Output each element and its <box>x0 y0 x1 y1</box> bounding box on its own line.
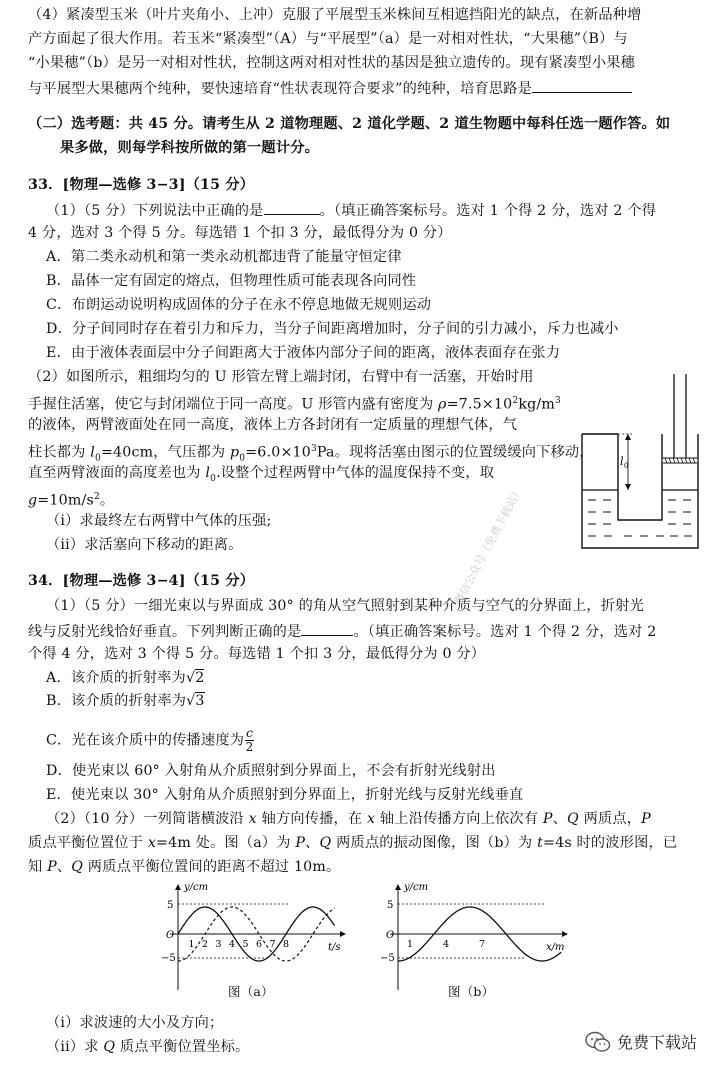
q34-p2-line-3 <box>28 858 340 876</box>
q4-line-1: （4）紧凑型玉米（叶片夹角小、上冲）克服了平展型玉米株间互相遮挡阳光的缺点，在新品种增 <box>28 7 642 23</box>
q33-option-c: C．布朗运动说明构成固体的分子在永不停息地做无规则运动 <box>46 297 432 313</box>
wechat-icon <box>585 1031 611 1053</box>
q34-sub-i: （i）求波速的大小及方向； <box>46 1015 224 1031</box>
var: Q <box>103 1039 116 1055</box>
x-tick-label: 1 <box>407 939 414 950</box>
piston <box>662 458 698 463</box>
x-tick-label: 4 <box>229 939 236 950</box>
y-tick-pos: 5 <box>387 900 394 911</box>
u-tube-inner-wall <box>618 434 662 520</box>
q33-p2-line-1: （2）如图所示，粗细均匀的 U 形管左臂上端封闭，右臂中有一活塞，开始时用 <box>28 369 534 385</box>
var: t <box>537 835 544 851</box>
q4-line-3: “小果穗”（b）是另一对相对性状，控制这两对相对性状的基因是独立遗传的。现有紧凑型小果穗 <box>28 55 635 71</box>
sqrt-value: 3 <box>195 693 205 709</box>
exponent: 3 <box>310 444 317 454</box>
q4-line-2: 产方面起了很大作用。若玉米“紧凑型”（A）与“平展型”（a）是一对相对性状，“大果穗”（B）与 <box>28 31 628 47</box>
q34-option-c <box>46 727 254 757</box>
var: P <box>542 811 553 827</box>
u-tube-outer-wall <box>582 434 698 548</box>
text: 两质点的振动图像，图（b）为 <box>331 835 538 851</box>
var: P <box>641 811 651 827</box>
watermark-logo <box>585 1030 697 1053</box>
dimension-arrow-down <box>625 484 631 490</box>
var: x <box>367 811 376 827</box>
fraction <box>245 727 254 754</box>
text: 轴上沿传播方向上依次有 <box>375 811 543 827</box>
figure-a-vibration-graph <box>148 878 358 998</box>
x-axis-label: t/s <box>328 942 341 953</box>
text: 直至两臂液面的高度差也为 <box>28 465 206 481</box>
q34-option-d: D．使光束以 60° 入射角从介质照射到分界面上，不会有折射光线射出 <box>46 763 496 779</box>
var: Q <box>567 811 579 827</box>
text: 质点平衡位置坐标。 <box>115 1039 250 1055</box>
u-tube-diagram <box>570 372 710 552</box>
y-axis-label: y/cm <box>404 882 429 893</box>
text: .设整个过程两臂中气体的温度保持不变，取 <box>216 465 495 481</box>
q34-option-b <box>46 692 205 710</box>
text: 线与反射光线恰好垂直。下列判断正确的是 <box>28 624 302 640</box>
sqrt-symbol: √ <box>185 670 196 686</box>
q34-option-e: E．使光束以 30° 入射角从介质照射到分界面上，折射光线与反射光线垂直 <box>46 787 524 803</box>
text: 。（填正确答案标号。选对 1 个得 2 分，选对 2 <box>353 624 657 640</box>
figure-a-caption: 图（a） <box>228 984 274 999</box>
sqrt-value: 2 <box>195 670 205 686</box>
x-tick-label: 4 <box>443 939 450 950</box>
exponent: 2 <box>93 492 100 502</box>
g-symbol: g <box>28 492 38 509</box>
fraction-denominator: 2 <box>245 740 254 754</box>
answer-blank[interactable] <box>301 621 353 636</box>
origin-label: O <box>166 930 175 941</box>
text: 两质点平衡位置间的距离不超过 10m。 <box>83 859 341 875</box>
q34-p2-line-1 <box>46 810 651 828</box>
q34-p1-line-1: （1）（5 分）一细光束以与界面成 30° 的角从空气照射到某种介质与空气的分界面上，折射光 <box>46 598 644 614</box>
text: =6.0×10 <box>245 444 311 461</box>
exponent: 2 <box>512 396 519 406</box>
figure-b-waveform <box>376 878 576 998</box>
y-axis-label: y/cm <box>184 882 209 893</box>
q33-sub-ii: （ii）求活塞向下移动的距离。 <box>46 537 243 553</box>
y-axis-arrow <box>175 884 181 890</box>
text: =7.5×10 <box>446 396 513 413</box>
p-symbol: p <box>229 444 240 461</box>
var: P <box>295 835 306 851</box>
text: A．该介质的折射率为 <box>46 670 186 686</box>
q33-p1-line-2: 4 分，选对 3 个得 5 分。每选错 1 个扣 3 分，最低得分为 0 分） <box>28 225 452 241</box>
x-tick-label: 1 <box>188 939 195 950</box>
q33-option-a: A．第二类永动机和第一类永动机都违背了能量守恒定律 <box>46 249 402 265</box>
watermark-stamp: 微信公众号（免费下载站） <box>451 484 526 608</box>
text: 手握住活塞，使它与封闭端位于同一高度。U 形管内盛有密度为 <box>28 396 439 413</box>
sqrt-symbol: √ <box>186 693 196 709</box>
text: （ii）求 <box>46 1039 104 1055</box>
y-tick-neg: −5 <box>161 953 176 964</box>
y-tick-neg: −5 <box>380 953 395 964</box>
subscript: 0 <box>95 453 101 464</box>
q34-p1-line-2 <box>28 621 656 641</box>
text: 、 <box>552 811 568 827</box>
text: 、 <box>56 859 72 875</box>
var: x <box>248 811 257 827</box>
q4-line-4-text: 与平展型大果穗两个纯种，要快速培育“性状表现符合要求”的纯种，培育思路是 <box>28 81 533 97</box>
q34-title: 34．[物理—选修 3−4]（15 分） <box>28 573 255 589</box>
x-tick-label: 2 <box>202 939 209 950</box>
x-axis-arrow <box>562 931 568 937</box>
text: 质点平衡位置位于 <box>28 835 148 851</box>
x-tick-label: 7 <box>479 939 486 950</box>
q4-line-4 <box>28 78 632 98</box>
text: kg/m <box>518 396 556 413</box>
origin-label: O <box>386 930 395 941</box>
text: 轴方向传播，在 <box>256 811 367 827</box>
rho-symbol: ρ <box>438 396 447 413</box>
section2-line-1: （二）选考题：共 45 分。请考生从 2 道物理题、2 道化学题、2 道生物题中每科任选一题作答。如 <box>28 116 671 132</box>
exponent: 3 <box>555 396 561 406</box>
x-tick-label: 3 <box>215 939 222 950</box>
text: Pa。现将活塞由图示的位置缓缓向下移动， <box>316 444 594 461</box>
dimension-label-l: l <box>620 455 624 468</box>
subscript: 0 <box>239 453 246 464</box>
x-ticks <box>407 939 485 950</box>
q33-title: 33．[物理—选修 3−3]（15 分） <box>28 177 255 193</box>
text: 知 <box>28 859 48 875</box>
text: =40cm，气压都为 <box>100 444 230 461</box>
l-symbol: l <box>90 444 96 461</box>
watermark-text: 免费下载站 <box>617 1033 698 1052</box>
q34-p2-line-2 <box>28 834 677 852</box>
section2-line-2: 果多做，则每学科按所做的第一题计分。 <box>60 140 319 156</box>
y-tick-pos: 5 <box>167 900 174 911</box>
text: 柱长都为 <box>28 444 91 461</box>
dimension-label-sub: 0 <box>624 462 629 470</box>
text: =4s 时的波形图，已 <box>543 835 678 851</box>
var: x <box>147 835 157 851</box>
q33-option-e: E．由于液体表面层中分子间距离大于液体内部分子间的距离，液体表面存在张力 <box>46 345 561 361</box>
x-axis-arrow <box>340 931 346 937</box>
liquid-dashes <box>588 500 692 536</box>
figure-b-caption: 图（b） <box>448 984 495 999</box>
dimension-arrow-up <box>625 434 631 440</box>
q33-p1-line-1 <box>46 200 656 220</box>
var: P <box>47 859 57 875</box>
answer-blank[interactable] <box>532 78 632 93</box>
q34-p1-line-3: 个得 4 分，选对 3 个得 5 分。每选错 1 个扣 3 分，最低得分为 0 分） <box>28 646 486 662</box>
l-symbol: l <box>205 465 211 481</box>
q33-p2-line-3: 的液体，两臂液面处在同一高度，液体上方各封闭有一定质量的理想气体，气 <box>28 417 518 433</box>
x-tick-label: 6 <box>256 939 263 950</box>
q34-option-a <box>46 669 204 687</box>
text: =4m 处。图（a）为 <box>156 835 296 851</box>
var: Q <box>319 835 332 851</box>
answer-blank[interactable] <box>264 200 320 215</box>
text: =10m/s <box>37 492 94 509</box>
q34-sub-ii <box>46 1038 249 1056</box>
text: 、 <box>305 835 320 851</box>
subscript: 0 <box>210 473 217 484</box>
q33-p2-line-2 <box>28 392 561 414</box>
q33-option-b: B．晶体一定有固定的熔点，但物理性质可能表现各向同性 <box>46 273 417 289</box>
q33-p1-text-a: （1）（5 分）下列说法中正确的是 <box>46 203 264 219</box>
y-axis-arrow <box>395 884 401 890</box>
x-tick-label: 5 <box>242 939 249 950</box>
x-tick-label: 7 <box>269 939 276 950</box>
q33-p2-line-5 <box>28 464 494 488</box>
text: （2）（10 分）一列简谐横波沿 <box>46 811 249 827</box>
var: Q <box>71 859 84 875</box>
text: 。 <box>99 492 115 509</box>
fraction-numerator: c <box>246 726 254 740</box>
text: C．光在该介质中的传播速度为 <box>46 732 245 749</box>
text: 两质点， <box>578 811 642 827</box>
x-tick-label: 8 <box>283 939 290 950</box>
q33-option-d: D．分子间同时存在着引力和斥力，当分子间距离增加时，分子间的引力减小，斥力也减小 <box>46 321 619 337</box>
x-axis-label: x/m <box>546 942 565 953</box>
q33-p1-text-b: 。（填正确答案标号。选对 1 个得 2 分，选对 2 个得 <box>319 203 657 219</box>
text: B．该介质的折射率为 <box>46 693 187 709</box>
q33-p2-line-6 <box>28 488 114 510</box>
q33-sub-i: （i）求最终左右两臂中气体的压强; <box>46 513 272 529</box>
